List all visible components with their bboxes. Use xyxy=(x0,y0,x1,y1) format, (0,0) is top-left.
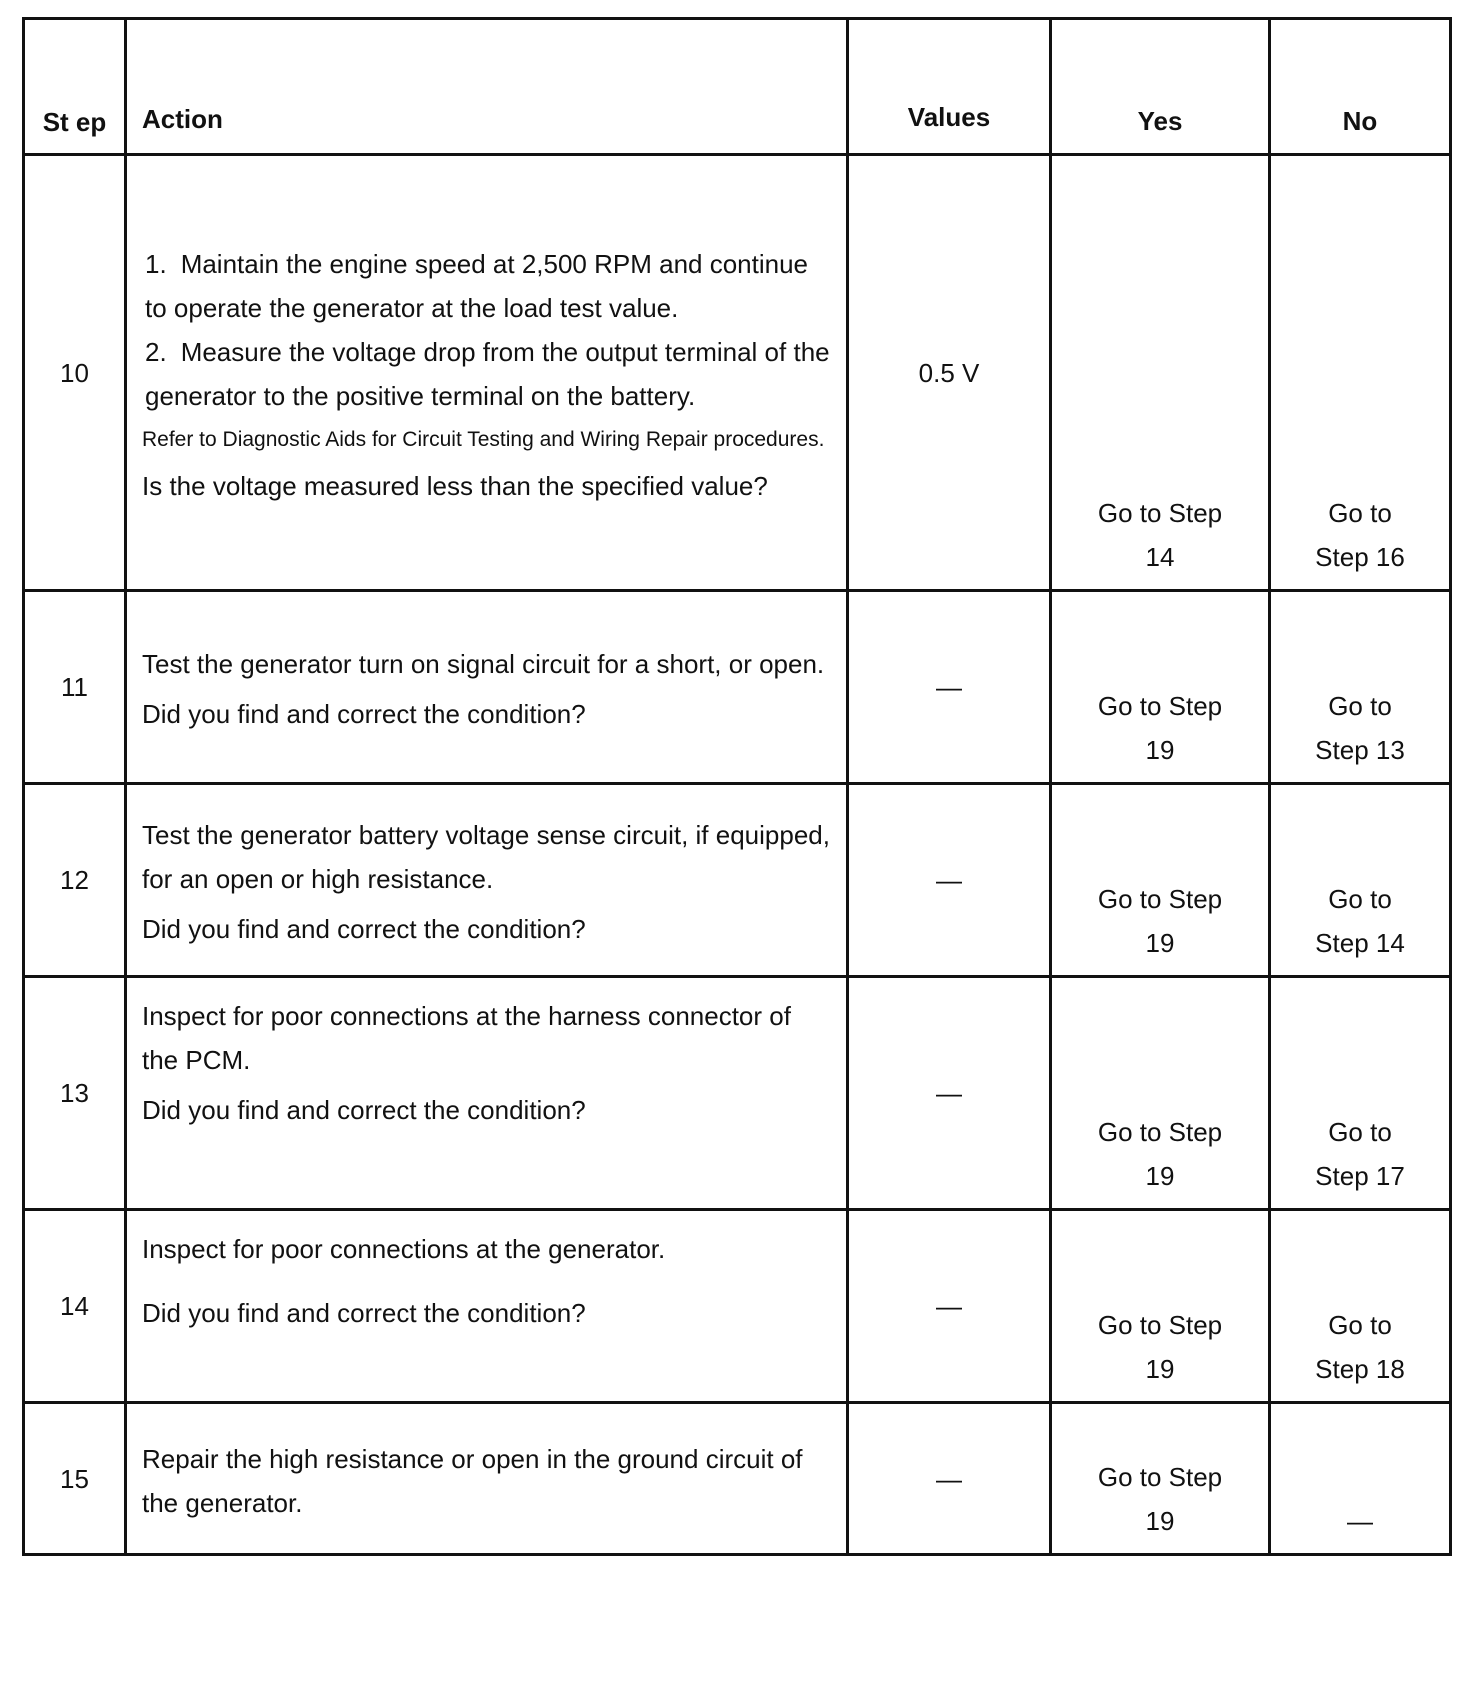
step-number: 11 xyxy=(24,591,126,784)
action-cell xyxy=(126,1210,848,1403)
yes-cell xyxy=(1051,1403,1270,1555)
no-cell xyxy=(1270,1403,1451,1555)
action-text: Repair the high resistance or open in the ground circuit of the generator. xyxy=(142,1443,803,1518)
header-yes: Yes xyxy=(1051,19,1270,155)
action-cell xyxy=(126,977,848,1210)
table-row xyxy=(24,591,1451,784)
values-cell: — xyxy=(848,1403,1051,1555)
values-cell: — xyxy=(848,1210,1051,1403)
header-action: Action xyxy=(126,19,848,155)
action-item: 1. Maintain the engine speed at 2,500 RPM and continue to operate the generator at the load test value. xyxy=(145,248,809,323)
table-row xyxy=(24,784,1451,977)
no-cell xyxy=(1270,1210,1451,1403)
action-question: Did you find and correct the condition? xyxy=(142,1298,586,1328)
action-text: Test the generator battery voltage sense circuit, if equipped, for an open or high resistance. xyxy=(142,820,830,894)
no-cell xyxy=(1270,591,1451,784)
header-values: Values xyxy=(848,19,1051,155)
no-cell xyxy=(1270,977,1451,1210)
values-cell: 0.5 V xyxy=(848,155,1051,591)
yes-goto: Go to Step 19 xyxy=(1097,1310,1223,1384)
step-number: 12 xyxy=(24,784,126,977)
table-row xyxy=(24,1403,1451,1555)
table-row xyxy=(24,1210,1451,1403)
no-cell xyxy=(1270,155,1451,591)
action-question: Did you find and correct the condition? xyxy=(142,699,586,729)
no-goto: Go to Step 17 xyxy=(1315,1117,1405,1191)
header-row xyxy=(24,19,1451,155)
table-row xyxy=(24,155,1451,591)
table-row xyxy=(24,977,1451,1210)
action-text: Inspect for poor connections at the harness connector of the PCM. xyxy=(142,1001,791,1075)
step-number: 13 xyxy=(24,977,126,1210)
yes-cell xyxy=(1051,155,1270,591)
action-item: 2. Measure the voltage drop from the output terminal of the generator to the positive terminal on the battery. xyxy=(145,336,830,411)
yes-cell xyxy=(1051,784,1270,977)
diagnostic-table xyxy=(22,17,1452,1556)
header-step: St ep xyxy=(24,19,126,155)
step-number: 15 xyxy=(24,1403,126,1555)
action-text: Inspect for poor connections at the generator. xyxy=(142,1234,666,1264)
yes-cell xyxy=(1051,591,1270,784)
header-no: No xyxy=(1270,19,1451,155)
action-question: Is the voltage measured less than the specified value? xyxy=(142,470,768,501)
action-question: Did you find and correct the condition? xyxy=(142,1095,586,1125)
action-cell xyxy=(126,591,848,784)
step-number: 10 xyxy=(24,155,126,591)
action-cell xyxy=(126,1403,848,1555)
action-note: Refer to Diagnostic Aids for Circuit Testing and Wiring Repair procedures. xyxy=(142,427,825,451)
no-goto: Go to Step 13 xyxy=(1315,691,1405,765)
yes-cell xyxy=(1051,977,1270,1210)
action-cell xyxy=(126,155,848,591)
no-goto: Go to Step 18 xyxy=(1315,1310,1405,1384)
no-goto: Go to Step 14 xyxy=(1315,884,1405,958)
no-dash: — xyxy=(1347,1506,1373,1536)
values-cell: — xyxy=(848,977,1051,1210)
yes-goto: Go to Step 19 xyxy=(1097,1117,1223,1191)
values-cell: — xyxy=(848,591,1051,784)
values-cell: — xyxy=(848,784,1051,977)
no-goto: Go to Step 16 xyxy=(1315,498,1405,572)
yes-cell xyxy=(1051,1210,1270,1403)
yes-goto: Go to Step 19 xyxy=(1097,691,1223,765)
step-number: 14 xyxy=(24,1210,126,1403)
yes-goto: Go to Step 14 xyxy=(1097,498,1223,572)
no-cell xyxy=(1270,784,1451,977)
yes-goto: Go to Step 19 xyxy=(1097,884,1223,958)
action-question: Did you find and correct the condition? xyxy=(142,914,586,944)
yes-goto: Go to Step 19 xyxy=(1097,1462,1223,1536)
action-text: Test the generator turn on signal circuit for a short, or open. xyxy=(142,649,825,679)
action-cell xyxy=(126,784,848,977)
